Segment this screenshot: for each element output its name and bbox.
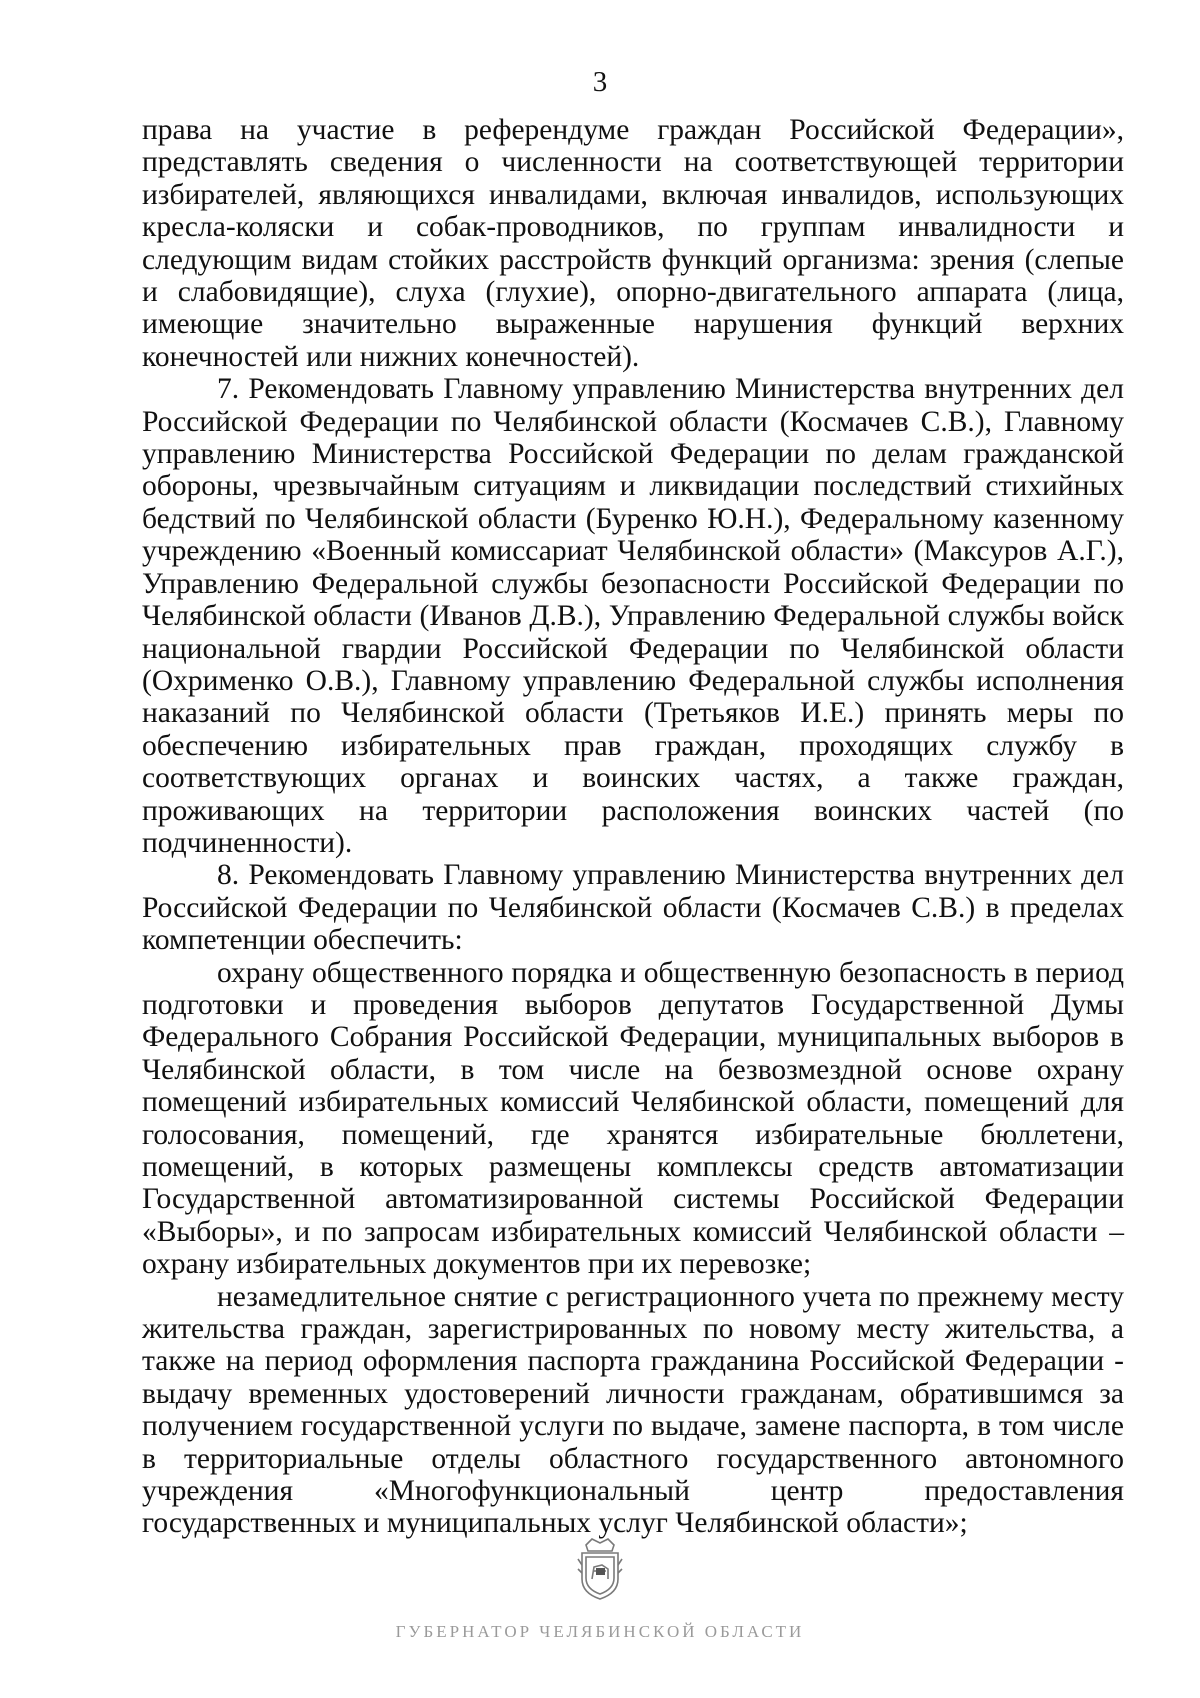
page-number: 3 xyxy=(592,66,608,98)
chelyabinsk-coat-of-arms-icon xyxy=(572,1535,628,1605)
page-footer xyxy=(0,1535,1200,1642)
paragraph-item-7: 7. Рекомендовать Главному управлению Министерства внутренних дел Российской Федерации по Челябинской области (Космачев С.В.), Главному управлению Министерства Российской Федерации по делам гражданской обороны, чрезвычайным ситуациям и ликвидации последствий стихийных бедствий по Челябинской области (Буренко Ю.Н.), Федеральному казенному учреждению «Военный комиссариат Челябинской области» (Максуров А.Г.), Управлению Федеральной службы безопасности Российской Федерации по Челябинской области (Иванов Д.В.), Управлению Федеральной службы войск национальной гвардии Российской Федерации по Челябинской области (Охрименко О.В.), Главному управлению Федеральной службы исполнения наказаний по Челябинской области (Третьяков И.Е.) принять меры по обеспечению избирательных прав граждан, проходящих службу в соответствующих органах и воинских частях, а также граждан, проживающих на территории расположения воинских частей (по подчиненности). xyxy=(142,373,1124,859)
footer-governor-text: ГУБЕРНАТОР ЧЕЛЯБИНСКОЙ ОБЛАСТИ xyxy=(395,1622,805,1641)
document-body xyxy=(142,114,1124,1540)
paragraph-item-8: 8. Рекомендовать Главному управлению Министерства внутренних дел Российской Федерации по Челябинской области (Космачев С.В.) в пределах компетенции обеспечить: xyxy=(142,859,1124,957)
paragraph-continuation: права на участие в референдуме граждан Российской Федерации», представлять сведения о численности на соответствующей территории избирателей, являющихся инвалидами, включая инвалидов, использующих кресла-коляски и собак-проводников, по группам инвалидности и следующим видам стойких расстройств функций организма: зрения (слепые и слабовидящие), слуха (глухие), опорно-двигательного аппарата (лица, имеющие значительно выраженные нарушения функций верхних конечностей или нижних конечностей). xyxy=(142,114,1124,373)
paragraph-registration: незамедлительное снятие с регистрационного учета по прежнему месту жительства граждан, зарегистрированных по новому месту жительства, а также на период оформления паспорта гражданина Российской Федерации - выдачу временных удостоверений личности гражданам, обратившимся за получением государственной услуги по выдаче, замене паспорта, в том числе в территориальные отделы областного государственного автономного учреждения «Многофункциональный центр предоставления государственных и муниципальных услуг Челябинской области»; xyxy=(142,1280,1124,1540)
paragraph-public-order: охрану общественного порядка и общественную безопасность в период подготовки и проведения выборов депутатов Государственной Думы Федерального Собрания Российской Федерации, муниципальных выборов в Челябинской области, в том числе на безвозмездной основе охрану помещений избирательных комиссий Челябинской области, помещений для голосования, помещений, где хранятся избирательные бюллетени, помещений, в которых размещены комплексы средств автоматизации Государственной автоматизированной системы Российской Федерации «Выборы», и по запросам избирательных комиссий Челябинской области – охрану избирательных документов при их перевозке; xyxy=(142,956,1124,1281)
